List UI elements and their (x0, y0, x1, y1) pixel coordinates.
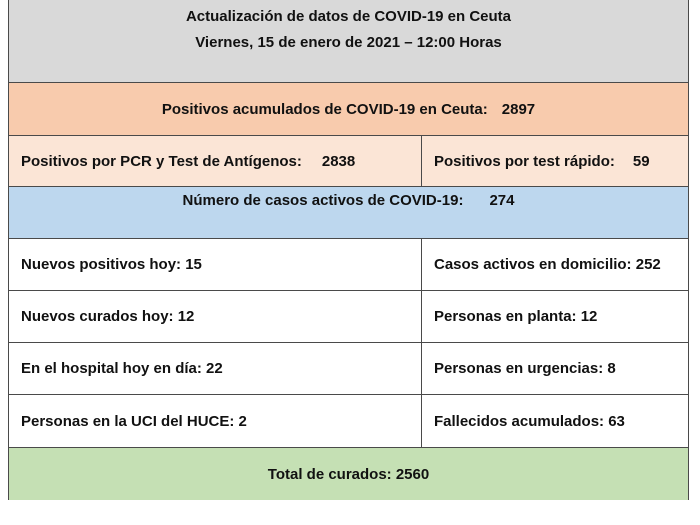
curados-cell: Total de curados: 2560 (267, 465, 430, 483)
table-row (9, 239, 688, 291)
table-row (9, 343, 688, 395)
pcr-cell (9, 136, 422, 186)
table-row (9, 291, 688, 343)
hospital-cell: En el hospital hoy en día: 22 (9, 343, 422, 394)
casos-domicilio-cell: Casos activos en domicilio: 252 (434, 256, 661, 273)
uci-cell: Personas en la UCI del HUCE: 2 (9, 395, 422, 447)
title-row (9, 0, 688, 83)
acumulados-label: Positivos acumulados de COVID-19 en Ceuta: (161, 100, 488, 118)
nuevos-curados-cell: Nuevos curados hoy: 12 (9, 291, 422, 342)
nuevos-positivos-cell: Nuevos positivos hoy: 15 (9, 239, 422, 290)
title-line-2: Viernes, 15 de enero de 2021 – 12:00 Horas (195, 34, 502, 51)
pcr-label: Positivos por PCR y Test de Antígenos: (21, 152, 302, 170)
rapido-cell (422, 136, 690, 186)
acumulados-value: 2897 (501, 100, 536, 118)
fallecidos-cell: Fallecidos acumulados: 63 (434, 412, 625, 430)
pcr-value: 2838 (321, 152, 356, 170)
activos-cell (9, 187, 688, 238)
acumulados-cell (9, 83, 688, 135)
personas-planta-cell: Personas en planta: 12 (434, 308, 598, 325)
covid-data-table (8, 0, 689, 500)
curados-row (9, 448, 688, 500)
activos-label: Número de casos activos de COVID-19: (182, 192, 464, 209)
title-line-1: Actualización de datos de COVID-19 en Ceuta (185, 8, 512, 25)
activos-row (9, 187, 688, 239)
positivos-split-row (9, 136, 688, 187)
urgencias-cell: Personas en urgencias: 8 (434, 360, 616, 377)
table-row (9, 395, 688, 448)
rapido-label: Positivos por test rápido: (434, 152, 615, 170)
activos-value: 274 (489, 192, 515, 209)
rapido-value: 59 (632, 152, 650, 170)
acumulados-row (9, 83, 688, 136)
